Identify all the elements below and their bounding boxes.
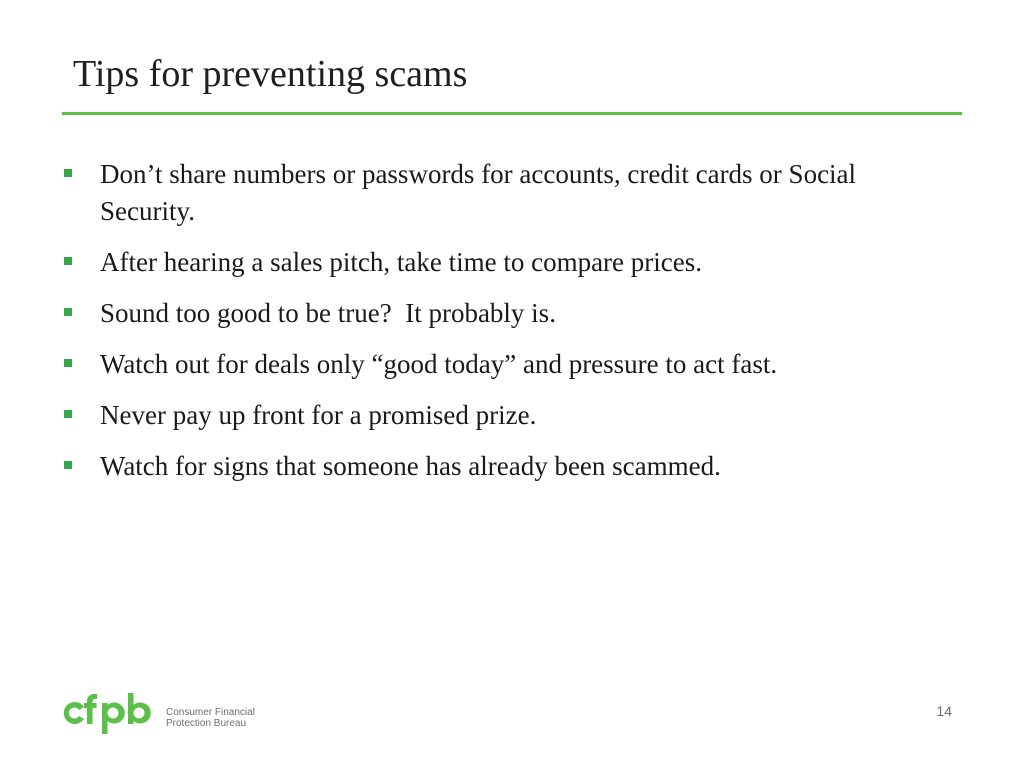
logo-line-2: Protection Bureau <box>166 718 247 729</box>
square-bullet-icon <box>64 257 72 265</box>
logo-line-1: Consumer Financial <box>166 707 255 718</box>
square-bullet-icon <box>64 308 72 316</box>
bullet-text: Watch out for deals only “good today” and pressure to act fast. <box>100 349 778 379</box>
logo-wordmark <box>166 707 266 729</box>
bullet-list <box>62 156 932 499</box>
bullet-text: Don’t share numbers or passwords for accounts, credit cards or Social Security. <box>100 159 857 226</box>
list-item <box>62 295 932 332</box>
bullet-text: Never pay up front for a promised prize. <box>100 400 537 430</box>
square-bullet-icon <box>64 410 72 418</box>
square-bullet-icon <box>64 169 72 177</box>
square-bullet-icon <box>64 359 72 367</box>
list-item <box>62 448 932 485</box>
list-item <box>62 244 932 281</box>
bullet-text: Watch for signs that someone has already been scammed. <box>100 451 721 481</box>
title-divider <box>62 112 962 115</box>
cfpb-logo-icon <box>62 688 158 738</box>
bullet-text: Sound too good to be true? It probably is. <box>100 298 556 328</box>
page-number: 14 <box>936 703 952 719</box>
cfpb-logo <box>62 688 262 738</box>
list-item <box>62 346 932 383</box>
list-item <box>62 156 932 230</box>
slide-title: Tips for preventing scams <box>73 53 468 95</box>
bullet-text: After hearing a sales pitch, take time to compare prices. <box>100 247 703 277</box>
square-bullet-icon <box>64 461 72 469</box>
list-item <box>62 397 932 434</box>
